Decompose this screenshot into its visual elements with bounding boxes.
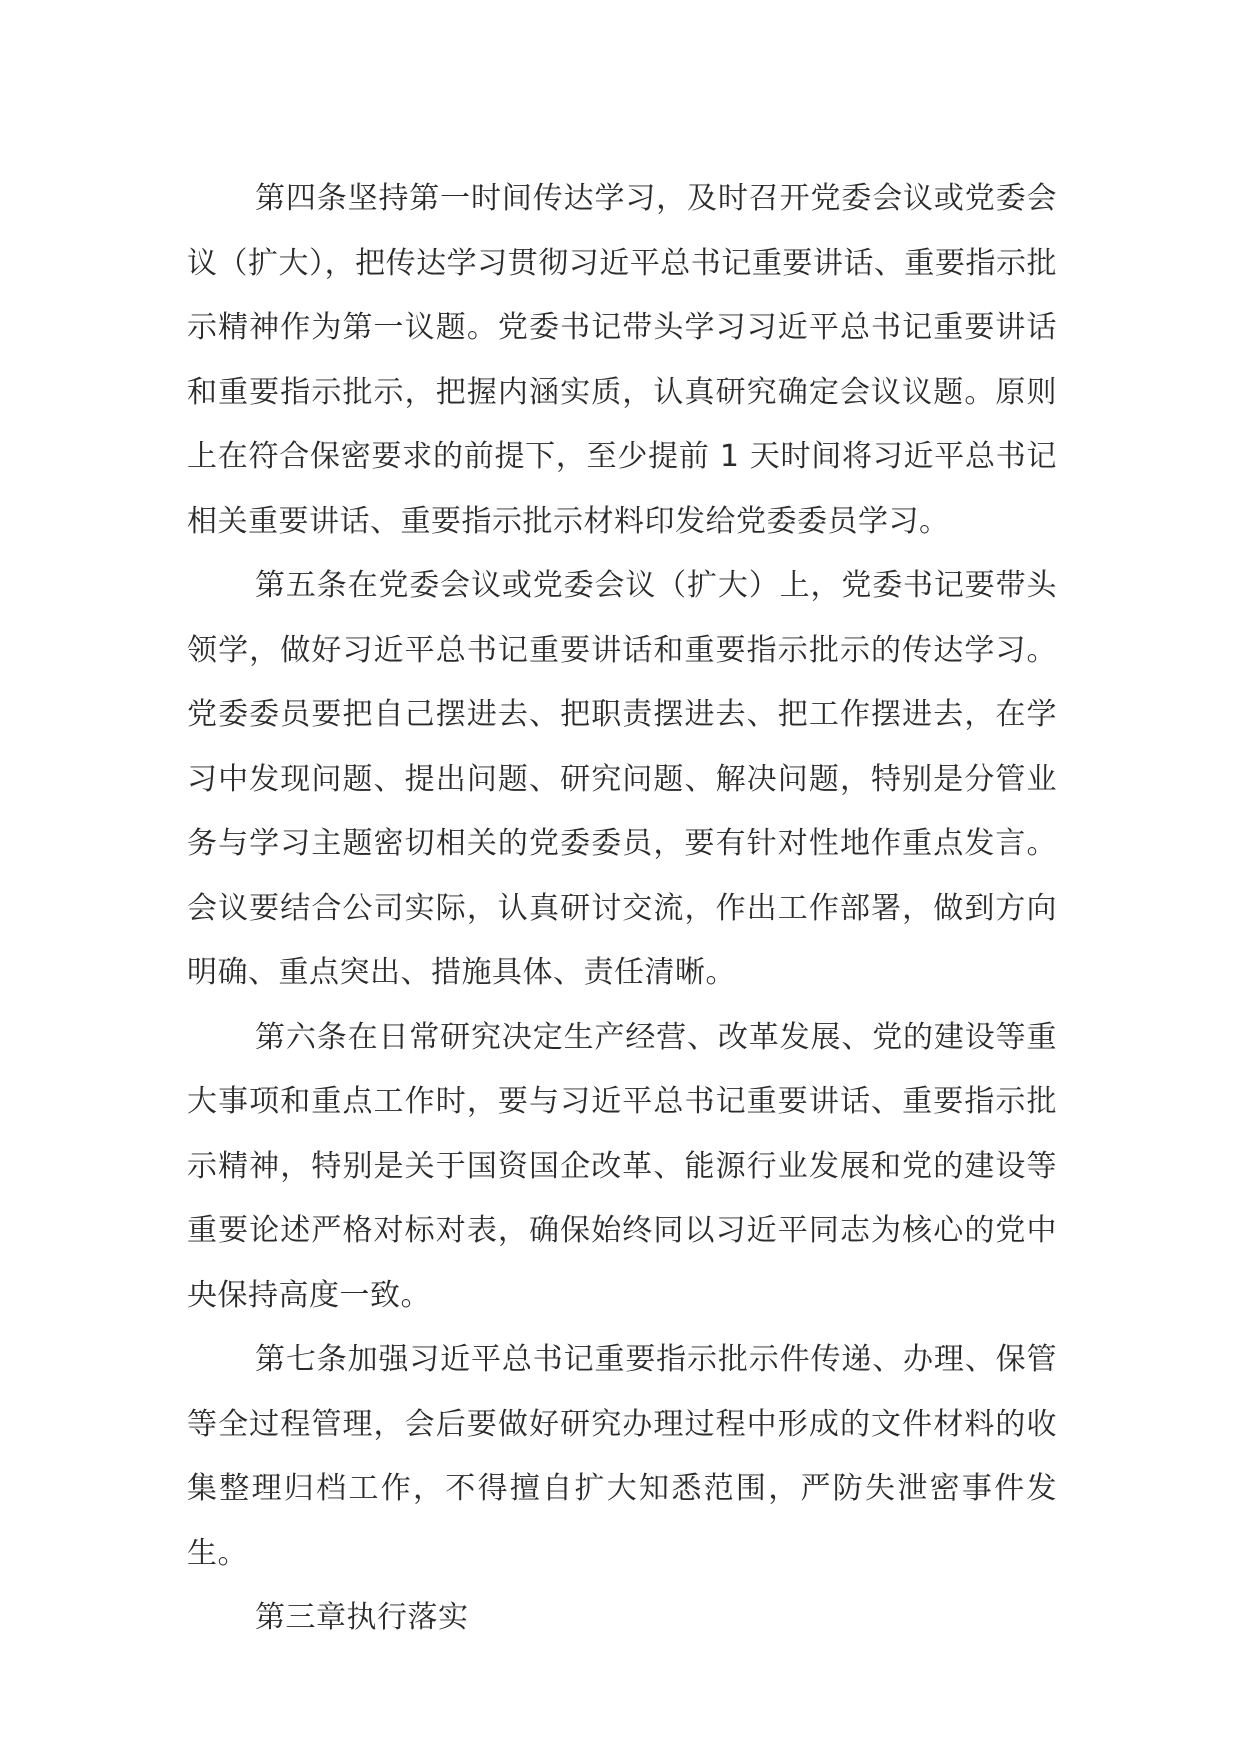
article-7-paragraph: 第七条加强习近平总书记重要指示批示件传递、办理、保管等全过程管理，会后要做好研究办理过程中形成的文件材料的收集整理归档工作，不得擅自扩大知悉范围，严防失泄密事件发生。 <box>187 1342 1057 1571</box>
document-body <box>187 167 1057 1651</box>
article-6-paragraph: 第六条在日常研究决定生产经营、改革发展、党的建设等重大事项和重点工作时，要与习近平总书记重要讲话、重要指示批示精神，特别是关于国资国企改革、能源行业发展和党的建设等重要论述严格对标对表，确保始终同以习近平同志为核心的党中央保持高度一致。 <box>187 1019 1057 1313</box>
chapter-heading: 第三章执行落实 <box>255 1600 469 1635</box>
article-4-paragraph: 第四条坚持第一时间传达学习，及时召开党委会议或党委会议（扩大），把传达学习贯彻习近平总书记重要讲话、重要指示批示精神作为第一议题。党委书记带头学习习近平总书记重要讲话和重要指示批示，把握内涵实质，认真研究确定会议议题。原则上在符合保密要求的前提下，至少提前 1 天时间将习近平总书记相关重要讲话、重要指示批示材料印发给党委委员学习。 <box>187 181 1057 539</box>
article-5-paragraph: 第五条在党委会议或党委会议（扩大）上，党委书记要带头领学，做好习近平总书记重要讲话和重要指示批示的传达学习。党委委员要把自己摆进去、把职责摆进去、把工作摆进去，在学习中发现问题、提出问题、研究问题、解决问题，特别是分管业务与学习主题密切相关的党委委员，要有针对性地作重点发言。会议要结合公司实际，认真研讨交流，作出工作部署，做到方向明确、重点突出、措施具体、责任清晰。 <box>187 568 1057 990</box>
